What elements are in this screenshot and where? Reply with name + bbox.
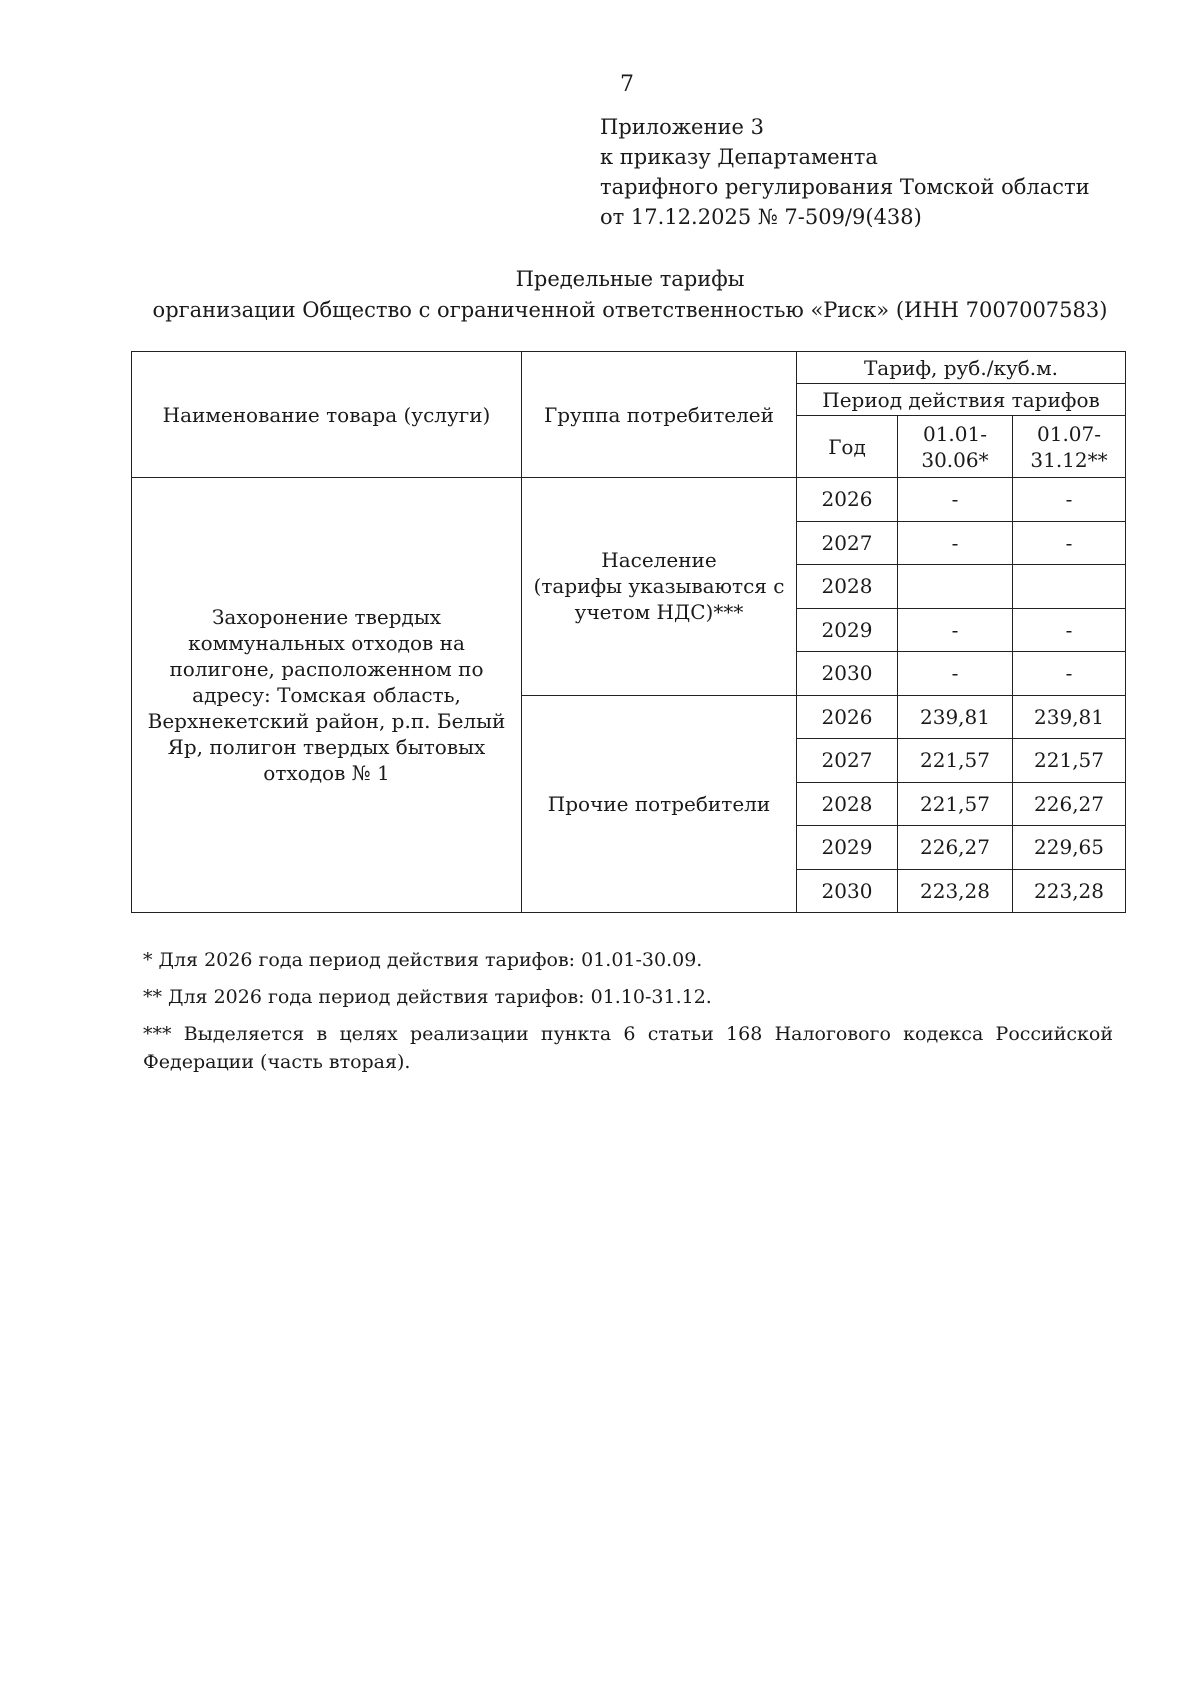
title-line: организации Общество с ограниченной ответственностью «Риск» (ИНН 7007007583) — [152, 298, 1108, 322]
tariff-cell: 226,27 — [898, 826, 1013, 870]
header-period: Период действия тарифов — [797, 384, 1126, 416]
table-row — [132, 478, 1126, 522]
header-row — [132, 352, 1126, 384]
title-line: Предельные тарифы — [515, 267, 745, 291]
tariff-cell: - — [898, 608, 1013, 652]
footnote: ** Для 2026 года период действия тарифов: 01.10-31.12. — [143, 986, 712, 1008]
header-year: Год — [797, 416, 898, 478]
year-cell: 2027 — [797, 521, 898, 565]
tariff-cell: 221,57 — [1013, 739, 1126, 783]
tariff-cell: 221,57 — [898, 782, 1013, 826]
page-number: 7 — [620, 72, 634, 97]
header-group: Группа потребителей — [522, 352, 797, 478]
tariff-cell: - — [1013, 608, 1126, 652]
service-name: Захоронение твердых коммунальных отходов на полигоне, расположенном по адресу: Томская область, Верхнекетский район, р.п. Белый Яр, полигон твердых бытовых отходов № 1 — [132, 478, 522, 913]
year-cell: 2028 — [797, 782, 898, 826]
tariff-cell — [898, 565, 1013, 609]
appendix-line: Приложение 3 — [600, 115, 764, 139]
tariff-cell: 223,28 — [1013, 869, 1126, 913]
header-service: Наименование товара (услуги) — [132, 352, 522, 478]
year-cell: 2026 — [797, 478, 898, 522]
appendix-block — [600, 112, 1090, 232]
group-name: Население (тарифы указываются с учетом НДС)*** — [522, 478, 797, 696]
year-cell: 2029 — [797, 608, 898, 652]
year-cell: 2030 — [797, 652, 898, 696]
header-second-half: 01.07- 31.12** — [1013, 416, 1126, 478]
tariff-cell: - — [1013, 521, 1126, 565]
tariff-cell: - — [1013, 652, 1126, 696]
year-cell: 2027 — [797, 739, 898, 783]
year-cell: 2030 — [797, 869, 898, 913]
appendix-line: от 17.12.2025 № 7-509/9(438) — [600, 205, 922, 229]
tariff-cell: - — [1013, 478, 1126, 522]
footnotes — [143, 946, 1113, 1085]
document-title — [130, 264, 1130, 326]
header-first-half: 01.01- 30.06* — [898, 416, 1013, 478]
year-cell: 2029 — [797, 826, 898, 870]
year-cell: 2028 — [797, 565, 898, 609]
tariff-cell — [1013, 565, 1126, 609]
tariff-cell: - — [898, 478, 1013, 522]
footnote: * Для 2026 года период действия тарифов: 01.01-30.09. — [143, 949, 703, 971]
tariff-cell: 239,81 — [898, 695, 1013, 739]
tariff-cell: - — [898, 521, 1013, 565]
tariff-cell: 226,27 — [1013, 782, 1126, 826]
tariff-cell: - — [898, 652, 1013, 696]
year-cell: 2026 — [797, 695, 898, 739]
group-name: Прочие потребители — [522, 695, 797, 913]
appendix-line: тарифного регулирования Томской области — [600, 175, 1090, 199]
header-tariff: Тариф, руб./куб.м. — [797, 352, 1126, 384]
appendix-line: к приказу Департамента — [600, 145, 878, 169]
tariff-cell: 221,57 — [898, 739, 1013, 783]
tariff-cell: 223,28 — [898, 869, 1013, 913]
tariff-cell: 239,81 — [1013, 695, 1126, 739]
tariff-cell: 229,65 — [1013, 826, 1126, 870]
tariffs-table — [131, 351, 1126, 913]
footnote: *** Выделяется в целях реализации пункта 6 статьи 168 Налогового кодекса Российской Федерации (часть вторая). — [143, 1023, 1113, 1073]
